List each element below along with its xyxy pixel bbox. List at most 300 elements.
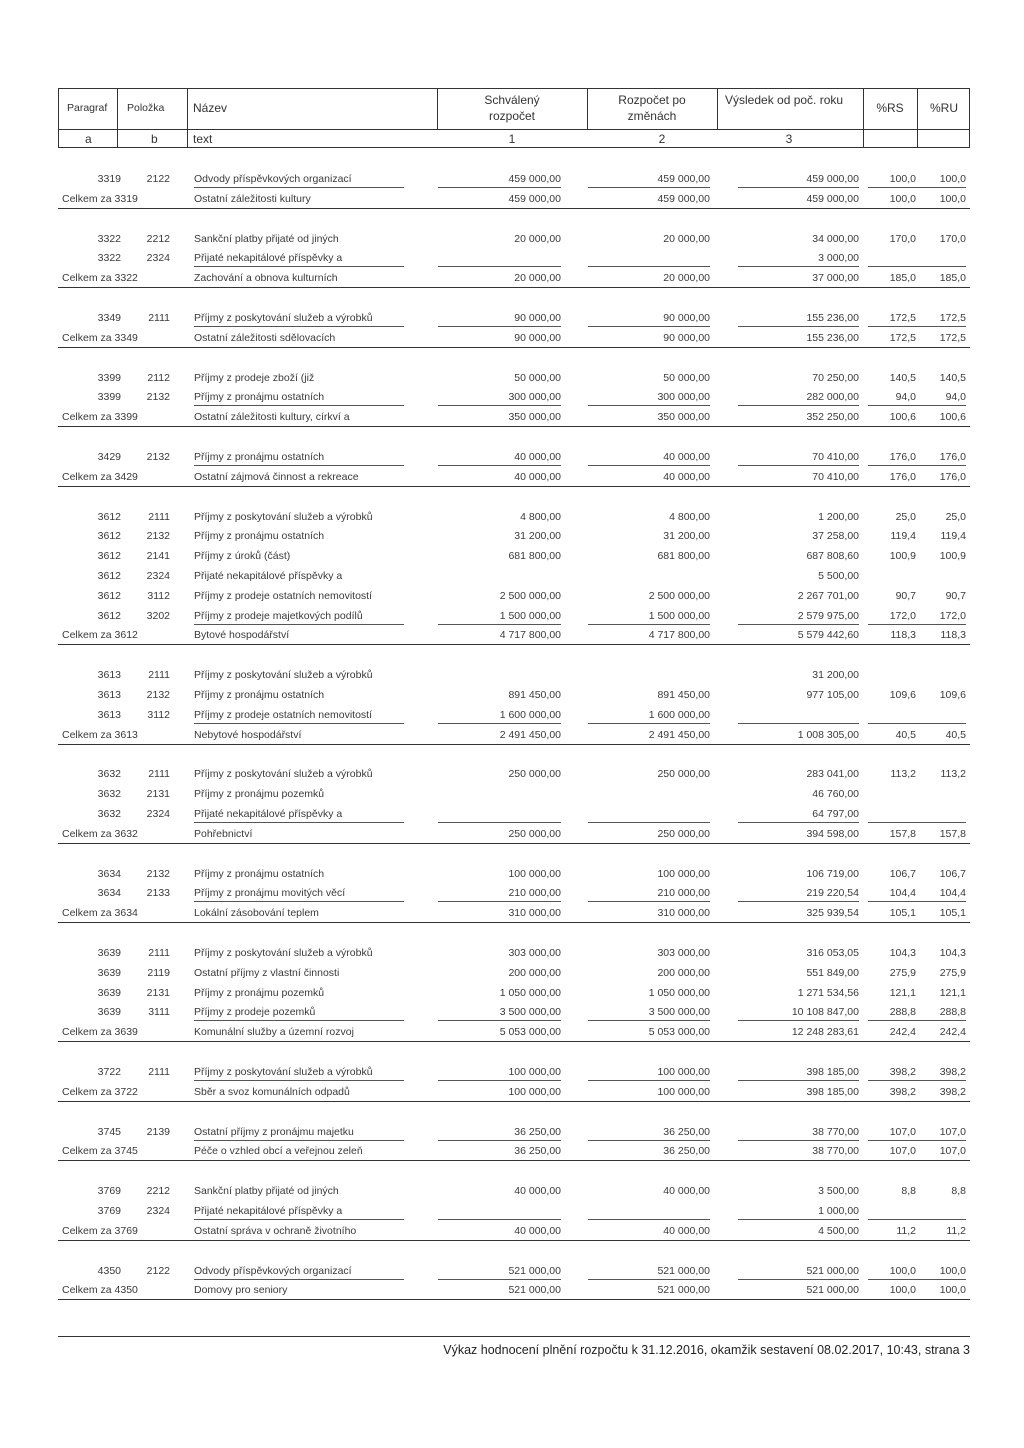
subtotal-rule bbox=[868, 1219, 966, 1220]
col-divider bbox=[117, 89, 118, 147]
ru-cell: 25,0 bbox=[945, 510, 966, 523]
name-cell: Příjmy z pronájmu pozemků bbox=[194, 986, 325, 999]
name-cell: Domovy pro seniory bbox=[194, 1284, 288, 1297]
table-row bbox=[58, 884, 970, 902]
polozka-cell: 2131 bbox=[146, 788, 170, 801]
paragraf-cell: 3632 bbox=[97, 808, 121, 820]
schvaleny-cell: 200 000,00 bbox=[508, 966, 561, 979]
vysledek-cell: 3 500,00 bbox=[818, 1185, 859, 1198]
total-row bbox=[58, 1023, 970, 1042]
total-row bbox=[58, 269, 970, 288]
schvaleny-cell: 3 500 000,00 bbox=[499, 1006, 561, 1019]
vysledek-cell: 70 250,00 bbox=[812, 371, 859, 384]
name-cell: Přijaté nekapitálové příspěvky a bbox=[194, 570, 343, 582]
ru-cell: 100,0 bbox=[939, 192, 966, 205]
name-cell: Komunální služby a územní rozvoj bbox=[194, 1026, 354, 1039]
rozpocet-cell: 459 000,00 bbox=[657, 192, 710, 205]
table-row bbox=[58, 964, 970, 982]
name-cell: Příjmy z poskytování služeb a výrobků bbox=[194, 312, 373, 324]
paragraf-cell: Celkem za 3722 bbox=[62, 1085, 138, 1098]
subtotal-rule bbox=[194, 901, 404, 902]
schvaleny-cell: 350 000,00 bbox=[508, 411, 561, 424]
name-cell: Zachování a obnova kulturních bbox=[194, 272, 338, 285]
subtotal-rule bbox=[194, 326, 404, 327]
ru-cell: 100,9 bbox=[939, 550, 966, 563]
subtotal-rule bbox=[868, 1279, 966, 1280]
rs-cell: 100,0 bbox=[889, 192, 916, 205]
subtotal-rule bbox=[588, 1140, 710, 1141]
paragraf-cell: 3322 bbox=[97, 232, 121, 245]
rozpocet-cell: 36 250,00 bbox=[663, 1145, 710, 1158]
subtotal-rule bbox=[194, 624, 404, 625]
paragraf-cell: Celkem za 3639 bbox=[62, 1026, 138, 1039]
ru-cell: 288,8 bbox=[939, 1006, 966, 1019]
subtotal-rule bbox=[738, 326, 859, 327]
page-footer: Výkaz hodnocení plnění rozpočtu k 31.12.2016, okamžik sestavení 08.02.2017, 10:43, strana 3 bbox=[443, 1343, 970, 1357]
polozka-cell: 3112 bbox=[147, 708, 170, 721]
paragraf-cell: 3639 bbox=[97, 1006, 121, 1019]
vysledek-cell: 521 000,00 bbox=[806, 1284, 859, 1297]
total-row bbox=[58, 1281, 970, 1300]
schvaleny-cell: 891 450,00 bbox=[508, 689, 561, 701]
subtotal-rule bbox=[868, 326, 966, 327]
name-cell: Sankční platby přijaté od jiných bbox=[194, 232, 339, 245]
ru-cell: 104,3 bbox=[939, 947, 966, 959]
polozka-cell: 2122 bbox=[146, 173, 170, 185]
subtotal-rule bbox=[194, 405, 404, 406]
name-cell: Sběr a svoz komunálních odpadů bbox=[194, 1085, 350, 1098]
rs-cell: 170,0 bbox=[889, 232, 916, 245]
schvaleny-cell: 303 000,00 bbox=[508, 947, 561, 959]
table-row bbox=[58, 765, 970, 783]
table-row bbox=[58, 527, 970, 545]
rs-cell: 398,2 bbox=[889, 1066, 916, 1078]
subheader-text: text bbox=[193, 132, 213, 146]
vysledek-cell: 37 258,00 bbox=[812, 530, 859, 543]
schvaleny-cell: 90 000,00 bbox=[514, 312, 561, 324]
subtotal-rule bbox=[194, 1020, 404, 1021]
table-row bbox=[58, 170, 970, 188]
paragraf-cell: Celkem za 3634 bbox=[62, 907, 138, 920]
rozpocet-cell: 4 717 800,00 bbox=[648, 629, 710, 642]
paragraf-cell: 3639 bbox=[97, 947, 121, 959]
paragraf-cell: 3613 bbox=[97, 708, 121, 721]
subtotal-rule bbox=[194, 822, 404, 823]
name-cell: Odvody příspěvkových organizací bbox=[194, 1264, 352, 1277]
vysledek-cell: 5 579 442,60 bbox=[797, 629, 859, 642]
table-row bbox=[58, 1262, 970, 1280]
paragraf-cell: Celkem za 3769 bbox=[62, 1224, 138, 1237]
schvaleny-cell: 20 000,00 bbox=[514, 232, 561, 245]
rs-cell: 100,6 bbox=[889, 411, 916, 424]
vysledek-cell: 38 770,00 bbox=[812, 1145, 859, 1158]
paragraf-cell: Celkem za 3429 bbox=[62, 470, 138, 483]
subtotal-rule bbox=[738, 1279, 859, 1280]
rozpocet-cell: 250 000,00 bbox=[657, 827, 710, 840]
col-divider bbox=[187, 89, 188, 147]
subtotal-rule bbox=[588, 405, 710, 406]
polozka-cell: 2324 bbox=[146, 808, 170, 820]
name-cell: Příjmy z pronájmu ostatních bbox=[194, 391, 325, 404]
polozka-cell: 3111 bbox=[148, 1006, 170, 1019]
subtotal-rule bbox=[738, 1080, 859, 1081]
vysledek-cell: 398 185,00 bbox=[806, 1085, 859, 1098]
rs-cell: 100,0 bbox=[889, 1284, 916, 1297]
subtotal-rule bbox=[868, 465, 966, 466]
name-cell: Ostatní zájmová činnost a rekreace bbox=[194, 470, 359, 483]
polozka-cell: 2111 bbox=[148, 768, 170, 781]
total-row bbox=[58, 1142, 970, 1161]
table-row bbox=[58, 249, 970, 267]
ru-cell: 109,6 bbox=[939, 689, 966, 701]
name-cell: Lokální zásobování teplem bbox=[194, 907, 319, 920]
vysledek-cell: 394 598,00 bbox=[806, 827, 859, 840]
total-row bbox=[58, 904, 970, 923]
subtotal-rule bbox=[738, 1020, 859, 1021]
schvaleny-cell: 90 000,00 bbox=[514, 331, 561, 344]
polozka-cell: 3112 bbox=[147, 589, 170, 602]
ru-cell: 94,0 bbox=[945, 391, 966, 404]
schvaleny-cell: 31 200,00 bbox=[514, 530, 561, 543]
header-rozpocet-1: Rozpočet po bbox=[618, 93, 686, 107]
rozpocet-cell: 1 050 000,00 bbox=[648, 986, 710, 999]
rs-cell: 11,2 bbox=[896, 1224, 916, 1237]
rozpocet-cell: 3 500 000,00 bbox=[648, 1006, 710, 1019]
total-row bbox=[58, 468, 970, 487]
name-cell: Příjmy z prodeje majetkových podílů bbox=[194, 609, 363, 622]
table-row bbox=[58, 230, 970, 248]
paragraf-cell: 3769 bbox=[97, 1185, 121, 1198]
rs-cell: 172,5 bbox=[889, 312, 916, 324]
header-vysledek: Výsledek od poč. roku bbox=[725, 93, 844, 107]
name-cell: Příjmy z úroků (část) bbox=[194, 550, 291, 563]
name-cell: Příjmy z poskytování služeb a výrobků bbox=[194, 1066, 373, 1078]
rs-cell: 40,5 bbox=[895, 728, 916, 741]
ru-cell: 100,0 bbox=[939, 1264, 966, 1277]
header-ru: %RU bbox=[929, 101, 958, 115]
rs-cell: 109,6 bbox=[889, 689, 916, 701]
subtotal-rule bbox=[438, 1219, 561, 1220]
total-row bbox=[58, 825, 970, 844]
name-cell: Ostatní záležitosti sdělovacích bbox=[194, 331, 336, 344]
polozka-cell: 2324 bbox=[146, 1205, 170, 1217]
subtotal-rule bbox=[588, 465, 710, 466]
schvaleny-cell: 210 000,00 bbox=[508, 887, 561, 900]
rs-cell: 105,1 bbox=[889, 907, 916, 920]
paragraf-cell: 3722 bbox=[97, 1066, 121, 1078]
rs-cell: 113,2 bbox=[890, 768, 916, 781]
subtotal-rule bbox=[588, 901, 710, 902]
vysledek-cell: 64 797,00 bbox=[812, 808, 859, 820]
name-cell: Sankční platby přijaté od jiných bbox=[194, 1185, 339, 1198]
name-cell: Příjmy z pronájmu ostatních bbox=[194, 689, 325, 701]
total-row bbox=[58, 1083, 970, 1102]
subtotal-rule bbox=[194, 187, 404, 188]
name-cell: Ostatní správa v ochraně životního bbox=[194, 1224, 357, 1237]
schvaleny-cell: 4 800,00 bbox=[520, 510, 561, 523]
ru-cell: 242,4 bbox=[939, 1026, 966, 1039]
ru-cell: 275,9 bbox=[939, 966, 966, 979]
schvaleny-cell: 2 500 000,00 bbox=[499, 589, 561, 602]
header-divider bbox=[59, 129, 969, 130]
schvaleny-cell: 100 000,00 bbox=[508, 867, 561, 880]
total-row bbox=[58, 1222, 970, 1241]
table-row bbox=[58, 865, 970, 883]
paragraf-cell: 3349 bbox=[97, 312, 121, 324]
rozpocet-cell: 2 491 450,00 bbox=[648, 728, 710, 741]
subtotal-rule bbox=[738, 1219, 859, 1220]
polozka-cell: 2111 bbox=[148, 669, 170, 682]
subtotal-rule bbox=[868, 624, 966, 625]
ru-cell: 140,5 bbox=[939, 371, 966, 384]
subtotal-rule bbox=[588, 1020, 710, 1021]
table-row bbox=[58, 805, 970, 823]
subtotal-rule bbox=[438, 187, 561, 188]
rozpocet-cell: 1 600 000,00 bbox=[648, 708, 710, 721]
schvaleny-cell: 681 800,00 bbox=[508, 550, 561, 563]
schvaleny-cell: 50 000,00 bbox=[514, 371, 561, 384]
footer-rule bbox=[58, 1336, 970, 1337]
paragraf-cell: Celkem za 3613 bbox=[62, 728, 138, 741]
rs-cell: 90,7 bbox=[895, 589, 916, 602]
table-row bbox=[58, 448, 970, 466]
vysledek-cell: 1 271 534,56 bbox=[797, 986, 859, 999]
paragraf-cell: 3769 bbox=[97, 1205, 121, 1217]
rs-cell: 100,9 bbox=[889, 550, 916, 563]
rs-cell: 94,0 bbox=[895, 391, 916, 404]
paragraf-cell: 3634 bbox=[97, 867, 121, 880]
subtotal-rule bbox=[438, 1140, 561, 1141]
paragraf-cell: Celkem za 3632 bbox=[62, 827, 138, 840]
polozka-cell: 2111 bbox=[148, 947, 170, 959]
schvaleny-cell: 1 050 000,00 bbox=[499, 986, 561, 999]
name-cell: Příjmy z prodeje ostatních nemovitostí bbox=[194, 589, 372, 602]
rs-cell: 140,5 bbox=[889, 371, 916, 384]
table-row bbox=[58, 1063, 970, 1081]
total-row bbox=[58, 190, 970, 209]
subtotal-rule bbox=[438, 901, 561, 902]
rozpocet-cell: 300 000,00 bbox=[657, 391, 710, 404]
ru-cell: 8,8 bbox=[951, 1185, 966, 1198]
subtotal-rule bbox=[868, 266, 966, 267]
schvaleny-cell: 521 000,00 bbox=[508, 1284, 561, 1297]
vysledek-cell: 12 248 283,61 bbox=[791, 1026, 859, 1039]
rozpocet-cell: 459 000,00 bbox=[657, 173, 710, 185]
ru-cell: 118,3 bbox=[940, 629, 966, 642]
subtotal-rule bbox=[738, 822, 859, 823]
ru-cell: 398,2 bbox=[939, 1066, 966, 1078]
vysledek-cell: 155 236,00 bbox=[806, 312, 859, 324]
vysledek-cell: 325 939,54 bbox=[806, 907, 859, 920]
rozpocet-cell: 4 800,00 bbox=[669, 510, 710, 523]
paragraf-cell: 3429 bbox=[97, 451, 121, 463]
table-row bbox=[58, 984, 970, 1002]
polozka-cell: 2133 bbox=[146, 887, 170, 900]
polozka-cell: 2132 bbox=[146, 530, 170, 543]
subtotal-rule bbox=[588, 1279, 710, 1280]
table-row bbox=[58, 309, 970, 327]
name-cell: Příjmy z pronájmu ostatních bbox=[194, 867, 325, 880]
subtotal-rule bbox=[738, 465, 859, 466]
polozka-cell: 2112 bbox=[147, 371, 170, 384]
schvaleny-cell: 250 000,00 bbox=[508, 768, 561, 781]
subtotal-rule bbox=[588, 624, 710, 625]
rozpocet-cell: 521 000,00 bbox=[657, 1264, 710, 1277]
vysledek-cell: 106 719,00 bbox=[806, 867, 859, 880]
name-cell: Ostatní záležitosti kultury bbox=[194, 192, 311, 205]
name-cell: Pohřebnictví bbox=[194, 827, 253, 840]
polozka-cell: 2139 bbox=[146, 1125, 170, 1138]
ru-cell: 40,5 bbox=[945, 728, 966, 741]
paragraf-cell: 3612 bbox=[97, 510, 121, 523]
subtotal-rule bbox=[868, 1080, 966, 1081]
paragraf-cell: 4350 bbox=[97, 1264, 121, 1277]
subtotal-rule bbox=[868, 405, 966, 406]
name-cell: Příjmy z pronájmu pozemků bbox=[194, 788, 325, 801]
schvaleny-cell: 40 000,00 bbox=[514, 1185, 561, 1198]
name-cell: Ostatní příjmy z pronájmu majetku bbox=[194, 1125, 354, 1138]
subtotal-rule bbox=[438, 405, 561, 406]
ru-cell: 176,0 bbox=[939, 451, 966, 463]
ru-cell: 121,1 bbox=[939, 986, 966, 999]
polozka-cell: 2324 bbox=[146, 252, 170, 265]
vysledek-cell: 551 849,00 bbox=[806, 966, 859, 979]
name-cell: Ostatní příjmy z vlastní činnosti bbox=[194, 966, 340, 979]
rs-cell: 100,0 bbox=[889, 173, 916, 185]
polozka-cell: 2132 bbox=[146, 451, 170, 463]
rozpocet-cell: 20 000,00 bbox=[663, 232, 710, 245]
schvaleny-cell: 4 717 800,00 bbox=[499, 629, 561, 642]
subtotal-rule bbox=[588, 1080, 710, 1081]
paragraf-cell: Celkem za 3319 bbox=[62, 192, 138, 205]
vysledek-cell: 155 236,00 bbox=[806, 331, 859, 344]
schvaleny-cell: 36 250,00 bbox=[514, 1145, 561, 1158]
name-cell: Odvody příspěvkových organizací bbox=[194, 173, 352, 185]
header-rs: %RS bbox=[876, 101, 904, 115]
rozpocet-cell: 310 000,00 bbox=[657, 907, 710, 920]
ru-cell: 100,0 bbox=[939, 1284, 966, 1297]
rozpocet-cell: 40 000,00 bbox=[663, 1185, 710, 1198]
subtotal-rule bbox=[588, 326, 710, 327]
ru-cell: 170,0 bbox=[939, 232, 966, 245]
vysledek-cell: 977 105,00 bbox=[806, 689, 859, 701]
col-divider bbox=[717, 89, 718, 129]
schvaleny-cell: 459 000,00 bbox=[508, 173, 561, 185]
vysledek-cell: 2 267 701,00 bbox=[797, 589, 859, 602]
subtotal-rule bbox=[868, 723, 966, 724]
rozpocet-cell: 40 000,00 bbox=[663, 1224, 710, 1237]
rozpocet-cell: 20 000,00 bbox=[663, 272, 710, 285]
vysledek-cell: 37 000,00 bbox=[812, 272, 859, 285]
rozpocet-cell: 90 000,00 bbox=[663, 331, 710, 344]
polozka-cell: 2212 bbox=[146, 232, 170, 245]
rozpocet-cell: 1 500 000,00 bbox=[648, 609, 710, 622]
name-cell: Nebytové hospodářství bbox=[194, 728, 302, 741]
vysledek-cell: 459 000,00 bbox=[806, 173, 859, 185]
schvaleny-cell: 521 000,00 bbox=[508, 1264, 561, 1277]
rs-cell: 185,0 bbox=[889, 272, 916, 285]
subtotal-rule bbox=[438, 723, 561, 724]
vysledek-cell: 38 770,00 bbox=[812, 1125, 859, 1138]
rozpocet-cell: 31 200,00 bbox=[663, 530, 710, 543]
subtotal-rule bbox=[438, 624, 561, 625]
paragraf-cell: Celkem za 3612 bbox=[62, 629, 138, 642]
paragraf-cell: 3612 bbox=[97, 550, 121, 563]
subtotal-rule bbox=[738, 901, 859, 902]
subtotal-rule bbox=[868, 901, 966, 902]
vysledek-cell: 31 200,00 bbox=[812, 669, 859, 682]
vysledek-cell: 5 500,00 bbox=[818, 570, 859, 582]
vysledek-cell: 282 000,00 bbox=[806, 391, 859, 404]
subtotal-rule bbox=[438, 326, 561, 327]
paragraf-cell: 3634 bbox=[97, 887, 121, 900]
vysledek-cell: 521 000,00 bbox=[806, 1264, 859, 1277]
subheader-a: a bbox=[85, 132, 92, 146]
schvaleny-cell: 250 000,00 bbox=[508, 827, 561, 840]
ru-cell: 113,2 bbox=[940, 768, 966, 781]
subtotal-rule bbox=[868, 1020, 966, 1021]
paragraf-cell: 3613 bbox=[97, 669, 121, 682]
rs-cell: 104,3 bbox=[889, 947, 916, 959]
table-row bbox=[58, 587, 970, 605]
subtotal-rule bbox=[868, 822, 966, 823]
schvaleny-cell: 1 500 000,00 bbox=[499, 609, 561, 622]
name-cell: Příjmy z pronájmu ostatních bbox=[194, 530, 325, 543]
subtotal-rule bbox=[194, 465, 404, 466]
paragraf-cell: 3613 bbox=[97, 689, 121, 701]
paragraf-cell: 3612 bbox=[97, 530, 121, 543]
table-row bbox=[58, 567, 970, 585]
schvaleny-cell: 300 000,00 bbox=[508, 391, 561, 404]
subtotal-rule bbox=[438, 465, 561, 466]
subtotal-rule bbox=[738, 187, 859, 188]
polozka-cell: 2119 bbox=[147, 966, 170, 979]
vysledek-cell: 1 000,00 bbox=[818, 1205, 859, 1217]
rozpocet-cell: 40 000,00 bbox=[663, 451, 710, 463]
vysledek-cell: 70 410,00 bbox=[812, 451, 859, 463]
rs-cell: 176,0 bbox=[889, 470, 916, 483]
name-cell: Příjmy z prodeje zboží (již bbox=[194, 371, 315, 384]
vysledek-cell: 34 000,00 bbox=[812, 232, 859, 245]
polozka-cell: 2122 bbox=[146, 1264, 170, 1277]
table-row bbox=[58, 706, 970, 724]
subtotal-rule bbox=[738, 624, 859, 625]
subtotal-rule bbox=[194, 1279, 404, 1280]
paragraf-cell: 3632 bbox=[97, 788, 121, 801]
ru-cell: 172,0 bbox=[939, 609, 966, 622]
rs-cell: 398,2 bbox=[889, 1085, 916, 1098]
rs-cell: 118,3 bbox=[890, 629, 916, 642]
ru-cell: 90,7 bbox=[945, 589, 966, 602]
table-row bbox=[58, 1202, 970, 1220]
rozpocet-cell: 350 000,00 bbox=[657, 411, 710, 424]
subtotal-rule bbox=[438, 1020, 561, 1021]
subtotal-rule bbox=[588, 187, 710, 188]
polozka-cell: 3202 bbox=[146, 609, 170, 622]
header-schvaleny-1: Schválený bbox=[484, 93, 540, 107]
paragraf-cell: 3745 bbox=[97, 1125, 121, 1138]
rs-cell: 100,0 bbox=[889, 1264, 916, 1277]
name-cell: Příjmy z prodeje pozemků bbox=[194, 1006, 316, 1019]
rozpocet-cell: 36 250,00 bbox=[663, 1125, 710, 1138]
table-row bbox=[58, 666, 970, 684]
ru-cell: 172,5 bbox=[939, 331, 966, 344]
subtotal-rule bbox=[194, 266, 404, 267]
schvaleny-cell: 1 600 000,00 bbox=[499, 708, 561, 721]
rs-cell: 104,4 bbox=[889, 887, 916, 900]
polozka-cell: 2132 bbox=[146, 867, 170, 880]
rozpocet-cell: 521 000,00 bbox=[657, 1284, 710, 1297]
